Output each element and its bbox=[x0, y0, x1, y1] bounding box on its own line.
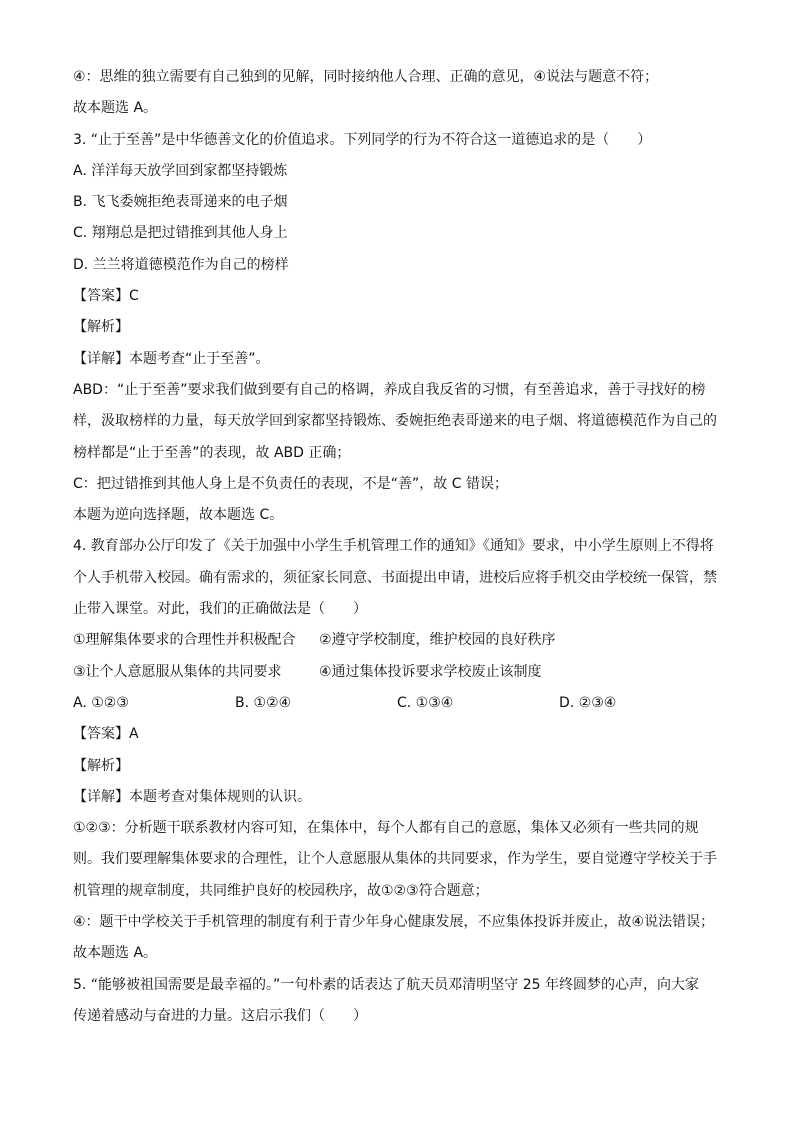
question-4-stem: 止带入课堂。对此，我们的正确做法是（ ） bbox=[73, 601, 367, 618]
statement-4: ④通过集体投诉要求学校废止该制度 bbox=[319, 663, 542, 680]
statement-2: ②遵守学校制度，维护校园的良好秩序 bbox=[319, 632, 556, 649]
question-3-option-d: D. 兰兰将道德模范作为自己的榜样 bbox=[73, 256, 289, 273]
text-line: ABD：“止于至善”要求我们做到要有自己的格调，养成自我反省的习惯，有至善追求，善于寻找好的榜 bbox=[73, 381, 706, 398]
document-content bbox=[73, 62, 733, 1032]
question-4-statements-row bbox=[73, 625, 733, 656]
question-3-option-c: C. 翔翔总是把过错推到其他人身上 bbox=[73, 225, 288, 242]
statement-3: ③让个人意愿服从集体的共同要求 bbox=[73, 663, 282, 680]
text-line: ④：思维的独立需要有自己独到的见解，同时接纳他人合理、正确的意见，④说法与题意不符； bbox=[73, 69, 659, 85]
question-4-statements-row bbox=[73, 657, 733, 688]
question-4-option-d: D. ②③④ bbox=[559, 694, 617, 711]
question-4-option-a: A. ①②③ bbox=[73, 694, 129, 711]
text-line: 机管理的规章制度，共同维护良好的校园秩序，故①②③符合题意； bbox=[73, 882, 489, 899]
text-line: 榜样都是“止于至善”的表现，故 ABD 正确； bbox=[73, 444, 351, 461]
text-line: 本题为逆向选择题，故本题选 C。 bbox=[73, 507, 284, 524]
text-line: ①②③：分析题干联系教材内容可知，在集体中，每个人都有自己的意愿，集体又必须有一些共同的规 bbox=[73, 820, 699, 837]
text-line: C：把过错推到其他人身上是不负责任的表现，不是“善”，故 C 错误； bbox=[73, 475, 508, 492]
answer-label: 【答案】A bbox=[73, 726, 139, 743]
text-line: 故本题选 A。 bbox=[73, 945, 158, 962]
statement-1: ①理解集体要求的合理性并积极配合 bbox=[73, 632, 296, 649]
question-4-stem: 个人手机带入校园。确有需求的，须征家长同意、书面提出申请，进校后应将手机交由学校统一保管，禁 bbox=[73, 569, 717, 586]
answer-label: 【答案】C bbox=[73, 288, 139, 305]
question-4-stem: 4. 教育部办公厅印发了《关于加强中小学生手机管理工作的通知》《通知》要求，中小学生原则上不得将 bbox=[73, 538, 714, 555]
text-line: 样，汲取榜样的力量，每天放学回到家都坚持锻炼、委婉拒绝表哥递来的电子烟、将道德模范作为自己的 bbox=[73, 413, 717, 430]
question-5-stem: 传递着感动与奋进的力量。这启示我们（ ） bbox=[73, 1007, 367, 1024]
text-line: 则。我们要理解集体要求的合理性，让个人意愿服从集体的共同要求，作为学生，要自觉遵守学校关于手 bbox=[73, 851, 717, 868]
question-4-option-b: B. ①②④ bbox=[235, 694, 292, 711]
detail-line: 【详解】本题考查对集体规则的认识。 bbox=[73, 788, 311, 805]
question-4-option-c: C. ①③④ bbox=[397, 694, 454, 711]
detail-line: 【详解】本题考查“止于至善”。 bbox=[73, 350, 270, 367]
analysis-label: 【解析】 bbox=[73, 319, 129, 336]
question-3-option-a: A. 洋洋每天放学回到家都坚持锻炼 bbox=[73, 162, 288, 179]
question-3-stem: 3. “止于至善”是中华德善文化的价值追求。下列同学的行为不符合这一道德追求的是（ ） bbox=[73, 131, 652, 148]
question-3-option-b: B. 飞飞委婉拒绝表哥递来的电子烟 bbox=[73, 194, 288, 211]
question-5-stem: 5. “能够被祖国需要是最幸福的。”一句朴素的话表达了航天员邓清明坚守 25 年终圆梦的心声，向大家 bbox=[73, 976, 700, 993]
text-line: 故本题选 A。 bbox=[73, 100, 158, 117]
question-4-options bbox=[73, 688, 733, 719]
text-line: ④：题干中学校关于手机管理的制度有利于青少年身心健康发展，不应集体投诉并废止，故④说法错误； bbox=[73, 914, 715, 931]
analysis-label: 【解析】 bbox=[73, 757, 129, 774]
